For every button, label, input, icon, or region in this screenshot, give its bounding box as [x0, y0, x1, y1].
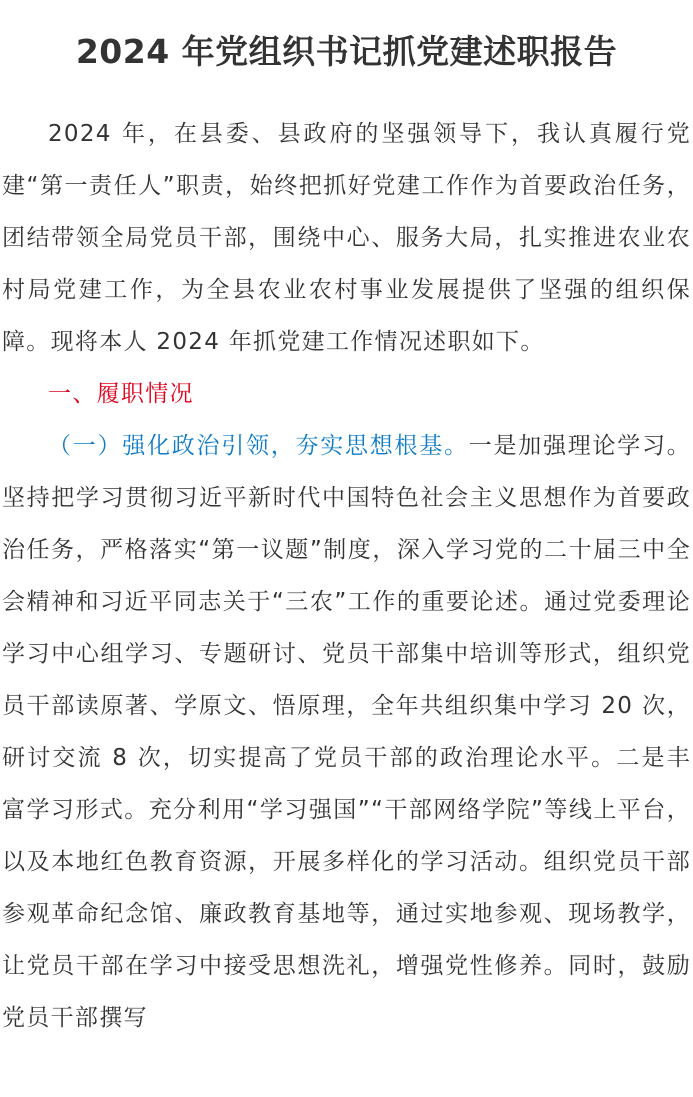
subsection-heading: （一）强化政治引领，夯实思想根基。 [48, 433, 469, 459]
document-title: 2024 年党组织书记抓党建述职报告 [75, 32, 618, 71]
intro-paragraph: 2024 年，在县委、县政府的坚强领导下，我认真履行党建“第一责任人”职责，始终把抓好党建工作作为首要政治任务，团结带领全局党员干部，围绕中心、服务大局，扎实推进农业农村局党建工作，为全县农业农村事业发展提供了坚强的组织保障。现将本人 2024 年抓党建工作情况述职如下。 [2, 121, 691, 355]
document-body [0, 108, 693, 1044]
subsection-body: 一是加强理论学习。坚持把学习贯彻习近平新时代中国特色社会主义思想作为首要政治任务，严格落实“第一议题”制度，深入学习党的二十届三中全会精神和习近平同志关于“三农”工作的重要论述。通过党委理论学习中心组学习、专题研讨、党员干部集中培训等形式，组织党员干部读原著、学原文、悟原理，全年共组织集中学习 20 次，研讨交流 8 次，切实提高了党员干部的政治理论水平。二是丰富学习形式。充分利用“学习强国”“干部网络学院”等线上平台，以及本地红色教育资源，开展多样化的学习活动。组织党员干部参观革命纪念馆、廉政教育基地等，通过实地参观、现场教学，让党员干部在学习中接受思想洗礼，增强党性修养。同时，鼓励党员干部撰写 [2, 433, 691, 1031]
section-heading: 一、履职情况 [48, 381, 194, 407]
subsection-paragraph [2, 420, 691, 1044]
